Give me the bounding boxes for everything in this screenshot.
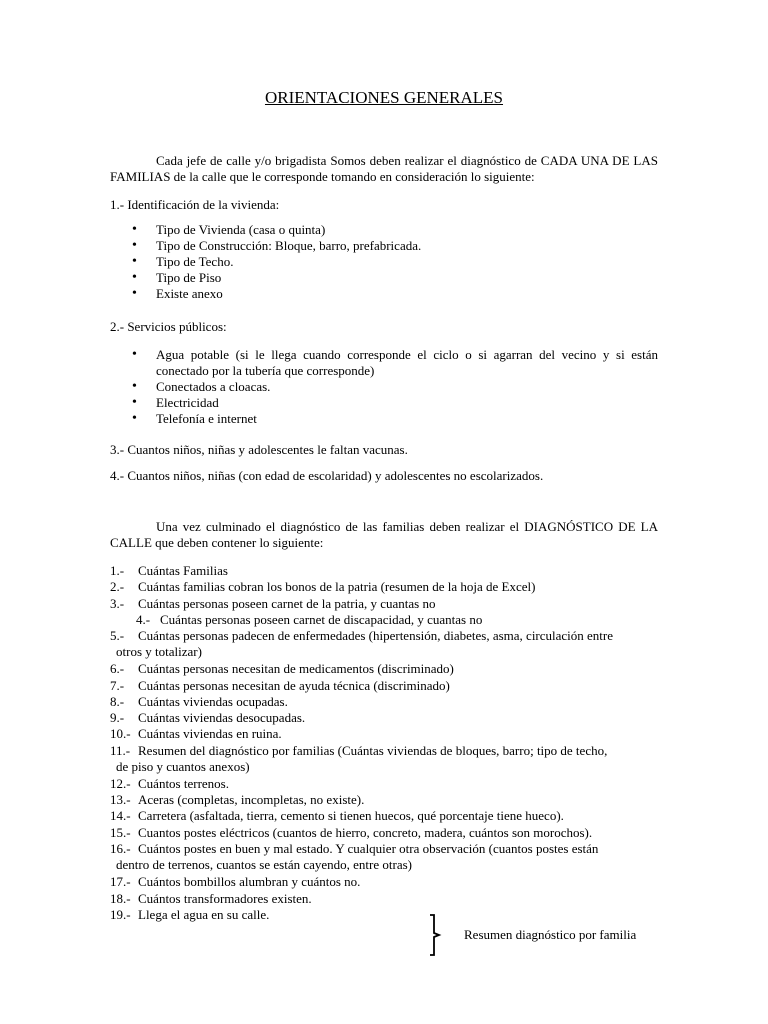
page-title: ORIENTACIONES GENERALES <box>264 88 504 107</box>
list-item: • Existe anexo <box>110 286 658 302</box>
intro-text: Cada jefe de calle y/o brigadista Somos deben realizar el diagnóstico de CADA UNA DE LAS FAMILIAS de la calle que le corresponde tomando en consideración lo siguiente: <box>110 153 658 184</box>
intro-paragraph <box>110 153 658 185</box>
street-item-14: 14.- Carretera (asfaltada, tierra, cemento si tienen huecos, qué porcentaje tiene hueco). <box>110 808 564 823</box>
street-item-16: 16.- Cuántos postes en buen y mal estado. Y cualquier otra observación (cuantos postes están dentro de terrenos, cuantos se están cayendo, entre otras) <box>110 841 599 872</box>
street-item-5: 5.- Cuántas personas padecen de enfermedades (hipertensión, diabetes, asma, circulación entre otros y totalizar) <box>110 628 614 659</box>
street-intro-text: Una vez culminado el diagnóstico de las familias deben realizar el DIAGNÓSTICO DE LA CALLE que deben contener lo siguiente: <box>110 519 658 550</box>
section2-list <box>110 347 658 427</box>
street-item-15: 15.- Cuantos postes eléctricos (cuantos de hierro, concreto, madera, cuántos son morochos). <box>110 825 593 840</box>
list-item: • Electricidad <box>110 395 658 411</box>
street-item-19: 19.- Llega el agua en su calle. <box>110 907 270 922</box>
brace-label: Resumen diagnóstico por familia <box>464 927 637 942</box>
section4-line: 4.- Cuantos niños, niñas (con edad de escolaridad) y adolescentes no escolarizados. <box>110 468 544 483</box>
street-item-1: 1.- Cuántas Familias <box>110 563 228 578</box>
list-item: • Agua potable (si le llega cuando corresponde el ciclo o si agarran del vecino y si están conectado por la tubería que corresponde) <box>110 347 658 379</box>
section1-heading: 1.- Identificación de la vivienda: <box>110 197 280 212</box>
street-item-2: 2.- Cuántas familias cobran los bonos de la patria (resumen de la hoja de Excel) <box>110 579 536 594</box>
section2-heading: 2.- Servicios públicos: <box>110 319 227 334</box>
list-item: • Conectados a cloacas. <box>110 379 658 395</box>
section1-list <box>110 222 658 302</box>
street-item-10: 10.- Cuántas viviendas en ruina. <box>110 726 282 741</box>
list-item: • Telefonía e internet <box>110 411 658 427</box>
street-item-6: 6.- Cuántas personas necesitan de medicamentos (discriminado) <box>110 661 454 676</box>
street-intro-paragraph <box>110 519 658 551</box>
right-brace-icon <box>428 914 442 956</box>
street-item-11: 11.- Resumen del diagnóstico por familias (Cuántas viviendas de bloques, barro; tipo de techo, de piso y cuantos anexos) <box>110 743 608 774</box>
street-item-18: 18.- Cuántos transformadores existen. <box>110 891 312 906</box>
list-item: • Tipo de Techo. <box>110 254 658 270</box>
street-item-4: 4.- Cuántas personas poseen carnet de discapacidad, y cuantas no <box>136 612 483 627</box>
street-item-3: 3.- Cuántas personas poseen carnet de la patria, y cuantas no <box>110 596 436 611</box>
street-item-8: 8.- Cuántas viviendas ocupadas. <box>110 694 288 709</box>
street-item-17: 17.- Cuántos bombillos alumbran y cuántos no. <box>110 874 361 889</box>
list-item: • Tipo de Construcción: Bloque, barro, prefabricada. <box>110 238 658 254</box>
street-item-13: 13.- Aceras (completas, incompletas, no existe). <box>110 792 365 807</box>
street-item-9: 9.- Cuántas viviendas desocupadas. <box>110 710 306 725</box>
street-item-12: 12.- Cuántos terrenos. <box>110 776 229 791</box>
list-item: • Tipo de Piso <box>110 270 658 286</box>
street-item-7: 7.- Cuántas personas necesitan de ayuda técnica (discriminado) <box>110 678 450 693</box>
list-item: • Tipo de Vivienda (casa o quinta) <box>110 222 658 238</box>
section3-line: 3.- Cuantos niños, niñas y adolescentes le faltan vacunas. <box>110 442 408 457</box>
